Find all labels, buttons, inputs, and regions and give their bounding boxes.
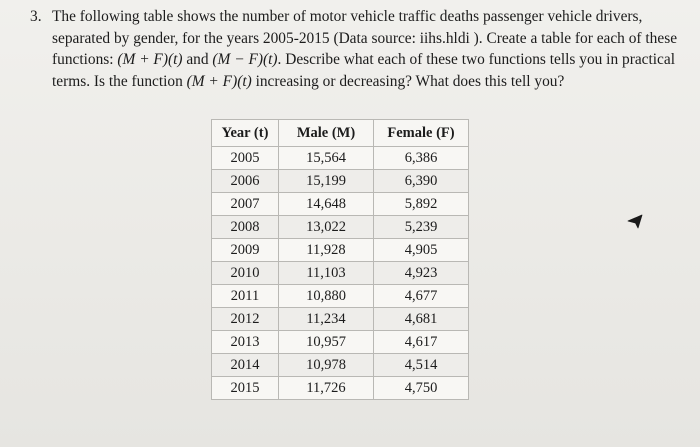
- table-row: [212, 147, 469, 170]
- table-row: [212, 193, 469, 216]
- traffic-deaths-table: [211, 119, 469, 400]
- year-cell: 2012: [212, 308, 279, 331]
- table-header-row: [212, 120, 469, 147]
- year-cell: 2014: [212, 354, 279, 377]
- table-row: [212, 285, 469, 308]
- year-cell: 2007: [212, 193, 279, 216]
- female-cell: 4,617: [374, 331, 469, 354]
- year-cell: 2010: [212, 262, 279, 285]
- table-row: [212, 354, 469, 377]
- problem-number: 3.: [30, 8, 42, 25]
- table-row: [212, 239, 469, 262]
- female-cell: 4,514: [374, 354, 469, 377]
- female-cell: 6,386: [374, 147, 469, 170]
- male-cell: 10,880: [279, 285, 374, 308]
- table-row: [212, 331, 469, 354]
- year-cell: 2006: [212, 170, 279, 193]
- male-cell: 13,022: [279, 216, 374, 239]
- female-cell: 6,390: [374, 170, 469, 193]
- male-cell: 10,978: [279, 354, 374, 377]
- problem-text-part: . Describe what each of these two functions tells you in practical terms. Is the function: [52, 51, 675, 90]
- male-cell: 15,199: [279, 170, 374, 193]
- female-cell: 4,677: [374, 285, 469, 308]
- table-body: [212, 147, 469, 400]
- year-cell: 2009: [212, 239, 279, 262]
- year-cell: 2013: [212, 331, 279, 354]
- female-cell: 4,681: [374, 308, 469, 331]
- math-sum-function: (M + F)(t): [117, 51, 183, 68]
- year-cell: 2005: [212, 147, 279, 170]
- column-header-year: Year (t): [212, 120, 279, 147]
- year-cell: 2011: [212, 285, 279, 308]
- female-cell: 4,923: [374, 262, 469, 285]
- female-cell: 4,750: [374, 377, 469, 400]
- table-row: [212, 170, 469, 193]
- male-cell: 11,103: [279, 262, 374, 285]
- table-row: [212, 262, 469, 285]
- math-sum-function: (M + F)(t): [186, 72, 252, 90]
- female-cell: 5,892: [374, 193, 469, 216]
- male-cell: 10,957: [279, 331, 374, 354]
- table-row: [212, 216, 469, 239]
- male-cell: 11,726: [279, 377, 374, 400]
- column-header-male: Male (M): [279, 120, 374, 147]
- math-difference-function: (M − F)(t): [212, 51, 278, 68]
- year-cell: 2015: [212, 377, 279, 400]
- table-row: [212, 308, 469, 331]
- table-row: [212, 377, 469, 400]
- mouse-pointer-icon: [627, 213, 643, 229]
- problem-text-part: The following table shows the number of motor vehicle traffic deaths passenger vehicle drivers, separated by gender, for the years 2005-2015 (Data source: iihs.hldi ). Create a table for each of these functions:: [52, 8, 678, 68]
- problem-statement: [30, 6, 680, 92]
- problem-text-part: increasing or decreasing? What does this tell you?: [251, 72, 565, 90]
- female-cell: 4,905: [374, 239, 469, 262]
- male-cell: 15,564: [279, 147, 374, 170]
- problem-text-part: and: [182, 51, 213, 68]
- male-cell: 11,234: [279, 308, 374, 331]
- male-cell: 14,648: [279, 193, 374, 216]
- female-cell: 5,239: [374, 216, 469, 239]
- column-header-female: Female (F): [374, 120, 469, 147]
- male-cell: 11,928: [279, 239, 374, 262]
- year-cell: 2008: [212, 216, 279, 239]
- problem-text: [52, 6, 680, 92]
